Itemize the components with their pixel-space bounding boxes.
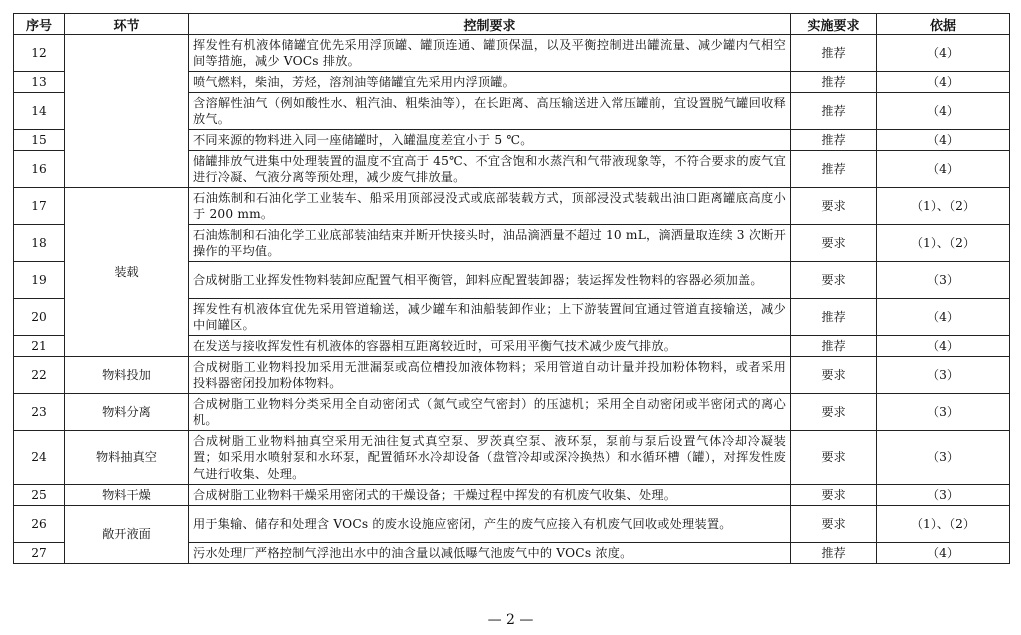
- row-num: 17: [14, 188, 65, 225]
- row-basis: （1）、（2）: [877, 188, 1010, 225]
- row-req: 用于集输、储存和处理含 VOCs 的废水设施应密闭，产生的废气应接入有机废气回收或处理装置。: [189, 506, 791, 543]
- row-num: 23: [14, 394, 65, 431]
- row-req: 不同来源的物料进入同一座储罐时，入罐温度差宜小于 5 ℃。: [189, 130, 791, 151]
- row-req: 储罐排放气进集中处理装置的温度不宜高于 45℃、不宜含饱和水蒸汽和气带液现象等，不符合要求的废气宜进行冷凝、气液分离等预处理，减少废气排放量。: [189, 151, 791, 188]
- table-row: [14, 394, 1010, 431]
- row-basis: （3）: [877, 485, 1010, 506]
- stage-open-surface: 敞开液面: [65, 506, 189, 564]
- row-num: 22: [14, 357, 65, 394]
- table-row: [14, 188, 1010, 225]
- row-impl: 推荐: [791, 543, 877, 564]
- row-num: 21: [14, 336, 65, 357]
- table-row: [14, 35, 1010, 72]
- row-impl: 要求: [791, 431, 877, 485]
- row-num: 12: [14, 35, 65, 72]
- row-basis: （4）: [877, 299, 1010, 336]
- row-impl: 推荐: [791, 151, 877, 188]
- row-impl: 推荐: [791, 35, 877, 72]
- row-req: 合成树脂工业挥发性物料装卸应配置气相平衡管，卸料应配置装卸器；装运挥发性物料的容器必须加盖。: [189, 262, 791, 299]
- row-impl: 要求: [791, 262, 877, 299]
- stage-cell-empty: [65, 35, 189, 188]
- row-basis: （4）: [877, 35, 1010, 72]
- table-row: [14, 485, 1010, 506]
- header-basis: 依据: [877, 14, 1010, 35]
- row-req: 石油炼制和石油化学工业底部装油结束并断开快接头时，油品滴洒量不超过 10 mL，滴洒量取连续 3 次断开操作的平均值。: [189, 225, 791, 262]
- header-stage: 环节: [65, 14, 189, 35]
- row-req: 合成树脂工业物料抽真空采用无油往复式真空泵、罗茨真空泵、液环泵，泵前与泵后设置气体冷却冷凝装置；如采用水喷射泵和水环泵，配置循环水冷却设备（盘管冷却或深冷换热）和水循环槽（罐），对挥发性废气进行收集、处理。: [189, 431, 791, 485]
- row-basis: （4）: [877, 93, 1010, 130]
- row-req: 石油炼制和石油化学工业装车、船采用顶部浸没式或底部装载方式，顶部浸没式装载出油口距离罐底高度小于 200 mm。: [189, 188, 791, 225]
- table-row: [14, 357, 1010, 394]
- row-num: 16: [14, 151, 65, 188]
- row-num: 20: [14, 299, 65, 336]
- row-req: 合成树脂工业物料干燥采用密闭式的干燥设备；干燥过程中挥发的有机废气收集、处理。: [189, 485, 791, 506]
- row-impl: 要求: [791, 188, 877, 225]
- row-num: 18: [14, 225, 65, 262]
- row-req: 含溶解性油气（例如酸性水、粗汽油、粗柴油等），在长距离、高压输送进入常压罐前，宜设置脱气罐回收释放气。: [189, 93, 791, 130]
- row-req: 污水处理厂严格控制气浮池出水中的油含量以减低曝气池废气中的 VOCs 浓度。: [189, 543, 791, 564]
- row-req: 挥发性有机液体宜优先采用管道输送，减少罐车和油船装卸作业；上下游装置间宜通过管道直接输送，减少中间罐区。: [189, 299, 791, 336]
- row-basis: （3）: [877, 262, 1010, 299]
- row-num: 15: [14, 130, 65, 151]
- row-req: 挥发性有机液体储罐宜优先采用浮顶罐、罐顶连通、罐顶保温，以及平衡控制进出罐流量、减少罐内气相空间等措施，减少 VOCs 排放。: [189, 35, 791, 72]
- row-impl: 要求: [791, 357, 877, 394]
- header-req: 控制要求: [189, 14, 791, 35]
- row-impl: 推荐: [791, 93, 877, 130]
- row-req: 在发送与接收挥发性有机液体的容器相互距离较近时，可采用平衡气技术减少废气排放。: [189, 336, 791, 357]
- row-impl: 要求: [791, 225, 877, 262]
- row-impl: 推荐: [791, 130, 877, 151]
- stage-vacuum: 物料抽真空: [65, 431, 189, 485]
- stage-separation: 物料分离: [65, 394, 189, 431]
- control-requirements-table: [13, 13, 1010, 564]
- table-row: [14, 506, 1010, 543]
- header-impl: 实施要求: [791, 14, 877, 35]
- header-num: 序号: [14, 14, 65, 35]
- row-basis: （4）: [877, 72, 1010, 93]
- row-impl: 要求: [791, 506, 877, 543]
- stage-drying: 物料干燥: [65, 485, 189, 506]
- stage-loading: 装载: [65, 188, 189, 357]
- row-basis: （3）: [877, 431, 1010, 485]
- page-number: — 2 —: [487, 612, 534, 628]
- row-num: 25: [14, 485, 65, 506]
- row-num: 26: [14, 506, 65, 543]
- row-basis: （4）: [877, 336, 1010, 357]
- row-basis: （1）、（2）: [877, 506, 1010, 543]
- row-basis: （4）: [877, 151, 1010, 188]
- header-row: [14, 14, 1010, 35]
- row-num: 27: [14, 543, 65, 564]
- row-impl: 推荐: [791, 72, 877, 93]
- row-impl: 要求: [791, 394, 877, 431]
- row-req: 合成树脂工业物料分类采用全自动密闭式（氮气或空气密封）的压滤机；采用全自动密闭或半密闭式的离心机。: [189, 394, 791, 431]
- row-basis: （3）: [877, 394, 1010, 431]
- row-basis: （4）: [877, 130, 1010, 151]
- row-num: 24: [14, 431, 65, 485]
- table-row: [14, 431, 1010, 485]
- row-num: 13: [14, 72, 65, 93]
- row-req: 喷气燃料，柴油，芳烃，溶剂油等储罐宜先采用内浮顶罐。: [189, 72, 791, 93]
- row-basis: （1）、（2）: [877, 225, 1010, 262]
- row-impl: 要求: [791, 485, 877, 506]
- row-basis: （3）: [877, 357, 1010, 394]
- row-num: 14: [14, 93, 65, 130]
- row-impl: 推荐: [791, 299, 877, 336]
- row-impl: 推荐: [791, 336, 877, 357]
- stage-feeding: 物料投加: [65, 357, 189, 394]
- row-req: 合成树脂工业物料投加采用无泄漏泵或高位槽投加液体物料；采用管道自动计量并投加粉体物料，或者采用投料器密闭投加粉体物料。: [189, 357, 791, 394]
- row-num: 19: [14, 262, 65, 299]
- row-basis: （4）: [877, 543, 1010, 564]
